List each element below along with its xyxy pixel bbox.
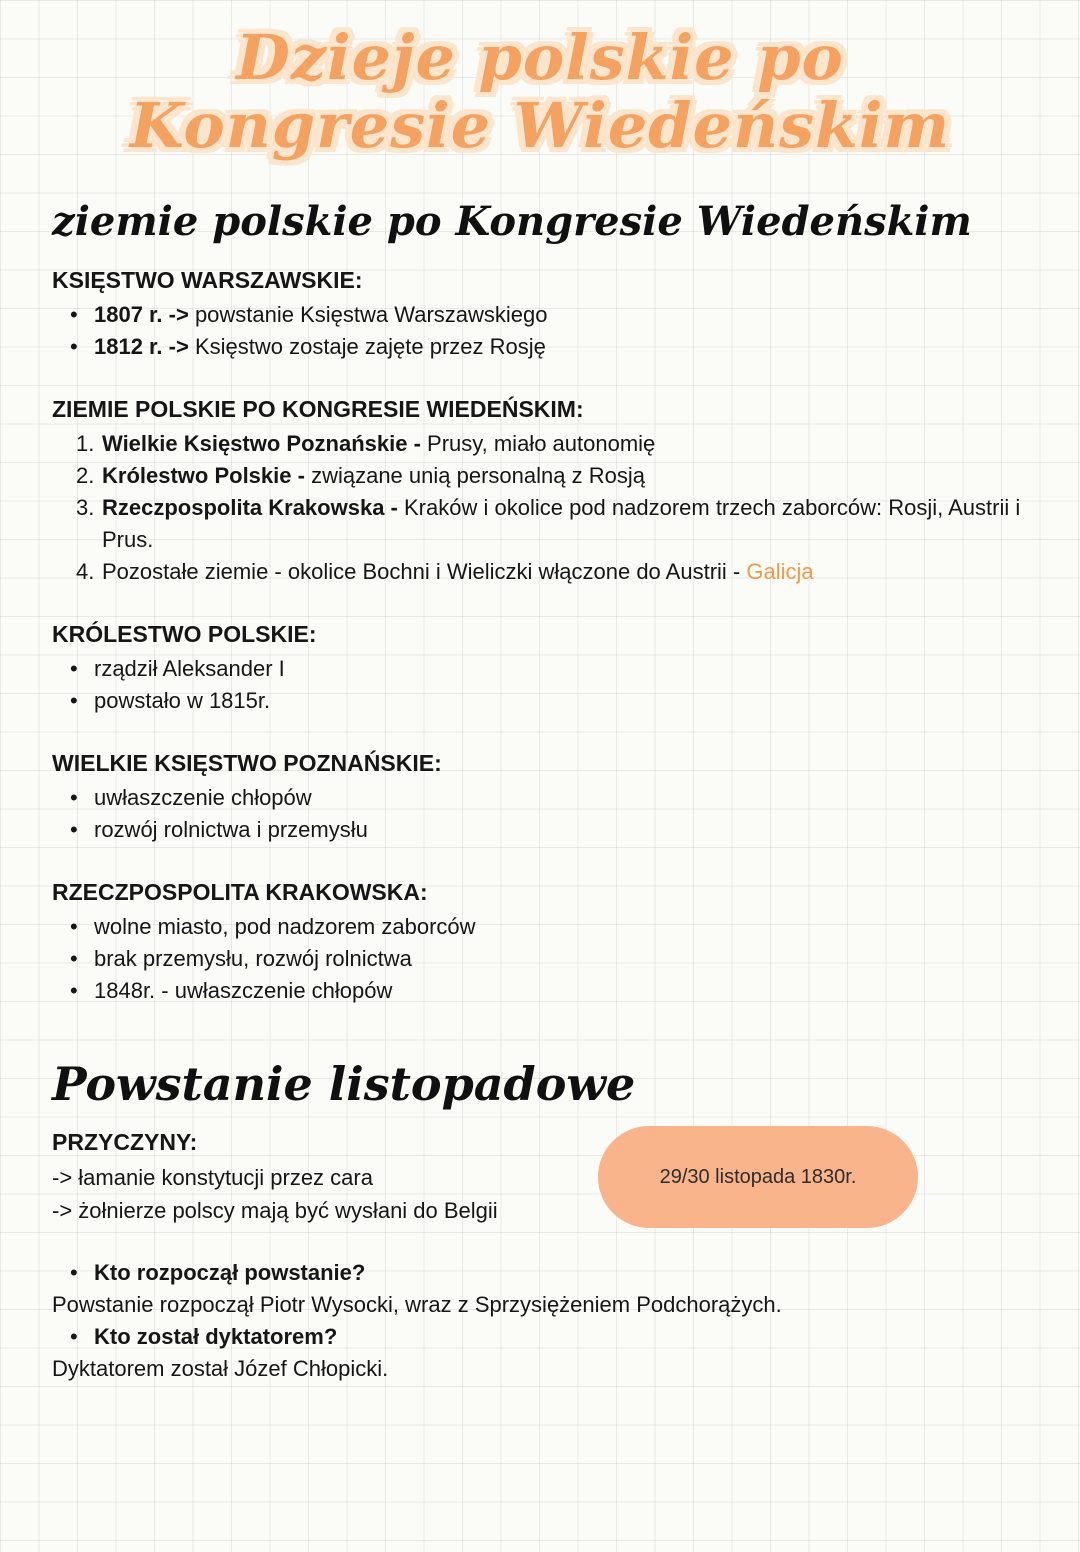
list-item <box>52 556 1040 588</box>
bullet-icon: • <box>70 688 78 714</box>
block-ksiestwo-warszawskie <box>52 264 1040 363</box>
item-lead: Rzeczpospolita Krakowska - <box>102 495 398 521</box>
date-badge <box>598 1126 918 1228</box>
bullet-icon: • <box>70 914 78 940</box>
list-item <box>52 975 1040 1007</box>
answer-text: Powstanie rozpoczął Piotr Wysocki, wraz z Sprzysiężeniem Podchorążych. <box>52 1291 782 1317</box>
block-title-krakowska: RZECZPOSPOLITA KRAKOWSKA: <box>52 879 428 906</box>
date-badge-text: 29/30 listopada 1830r. <box>659 1165 857 1188</box>
item-text: 1848r. - uwłaszczenie chłopów <box>94 978 393 1004</box>
block-ksiestwo-poznanskie <box>52 747 1040 846</box>
item-text: brak przemysłu, rozwój rolnictwa <box>94 946 412 972</box>
item-lead: 1807 r. -> <box>94 302 189 328</box>
item-text: rządził Aleksander I <box>94 656 285 682</box>
block-krolestwo-polskie <box>52 618 1040 717</box>
block-title-poznanskie: WIELKIE KSIĘSTWO POZNAŃSKIE: <box>52 750 442 777</box>
bullet-icon: • <box>70 1323 78 1349</box>
list-item <box>52 943 1040 975</box>
section-heading-ziemie: ziemie polskie po Kongresie Wiedeńskim <box>52 198 972 246</box>
question-item <box>52 1257 1040 1289</box>
cause-line: -> żołnierze polscy mają być wysłani do Belgii <box>52 1197 498 1223</box>
question-text: Kto został dyktatorem? <box>94 1323 338 1349</box>
item-text: Prusy, miało autonomię <box>427 431 656 457</box>
item-number: 2. <box>76 463 95 489</box>
item-highlight-galicja: Galicja <box>746 559 814 585</box>
notes-page <box>0 21 1080 1385</box>
answer-text: Dyktatorem został Józef Chłopicki. <box>52 1355 389 1381</box>
block-title-przyczyny: PRZYCZYNY: <box>52 1128 198 1155</box>
bullet-icon: • <box>70 817 78 843</box>
item-number: 3. <box>76 495 95 521</box>
block-title-po-kongresie: ZIEMIE POLSKIE PO KONGRESIE WIEDEŃSKIM: <box>52 396 584 423</box>
item-text: rozwój rolnictwa i przemysłu <box>94 817 368 843</box>
list-item <box>52 428 1040 460</box>
item-text: powstało w 1815r. <box>94 688 271 714</box>
list-item <box>52 814 1040 846</box>
cause-line: -> łamanie konstytucji przez cara <box>52 1164 373 1190</box>
item-lead: Wielkie Księstwo Poznańskie - <box>102 431 421 457</box>
item-lead: 1812 r. -> <box>94 334 189 360</box>
bullet-icon: • <box>70 656 78 682</box>
item-text: powstanie Księstwa Warszawskiego <box>194 302 548 328</box>
list-item <box>52 782 1040 814</box>
list-item <box>52 460 1040 492</box>
question-text: Kto rozpoczął powstanie? <box>94 1259 366 1285</box>
item-lead: Królestwo Polskie - <box>102 463 305 489</box>
bullet-icon: • <box>70 1259 78 1285</box>
item-number: 1. <box>76 431 95 457</box>
page-title: Dzieje polskie po Kongresie Wiedeńskim <box>129 21 951 163</box>
bullet-icon: • <box>70 978 78 1004</box>
list-item <box>52 299 1040 331</box>
block-questions <box>52 1257 1040 1385</box>
block-title-warszawskie: KSIĘSTWO WARSZAWSKIE: <box>52 267 363 294</box>
bullet-icon: • <box>70 946 78 972</box>
block-rzeczpospolita-krakowska <box>52 876 1040 1007</box>
list-item <box>52 331 1040 363</box>
item-text: Pozostałe ziemie - okolice Bochni i Wieliczki włączone do Austrii - <box>102 559 741 585</box>
item-text: związane unią personalną z Rosją <box>311 463 645 489</box>
section-heading-powstanie: Powstanie listopadowe <box>52 1057 636 1112</box>
block-title-krolestwo: KRÓLESTWO POLSKIE: <box>52 621 317 648</box>
bullet-icon: • <box>70 302 78 328</box>
bullet-icon: • <box>70 334 78 360</box>
block-ziemie-po-kongresie <box>52 393 1040 588</box>
item-text: wolne miasto, pod nadzorem zaborców <box>94 914 476 940</box>
list-item <box>52 492 1040 556</box>
content-area <box>0 200 1080 1385</box>
item-text: Kraków i okolice pod nadzorem trzech zaborców: Rosji, Austrii i Prus. <box>102 495 1021 553</box>
question-item <box>52 1321 1040 1353</box>
bullet-icon: • <box>70 785 78 811</box>
item-number: 4. <box>76 559 95 585</box>
list-item <box>52 685 1040 717</box>
item-text: Księstwo zostaje zajęte przez Rosję <box>194 334 546 360</box>
item-text: uwłaszczenie chłopów <box>94 785 312 811</box>
list-item <box>52 653 1040 685</box>
list-item <box>52 911 1040 943</box>
